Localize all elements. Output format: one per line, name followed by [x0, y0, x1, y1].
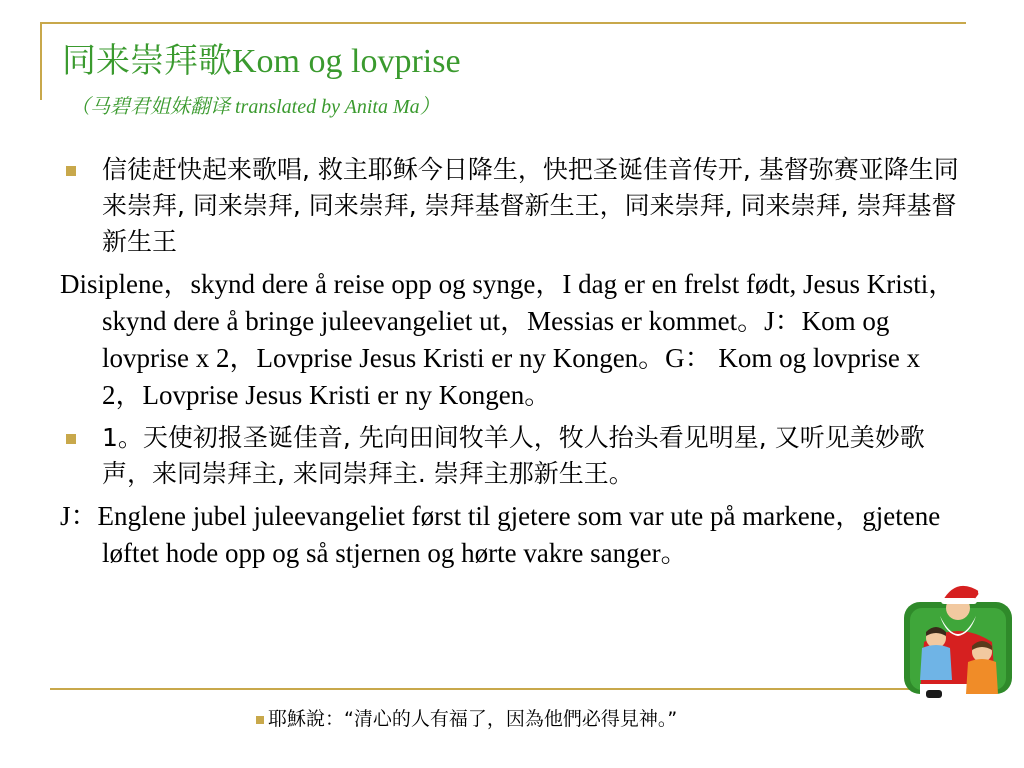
verse-chorus-chinese-text: 信徒赶快起来歌唱, 救主耶稣今日降生，快把圣诞佳音传开, 基督弥赛亚降生同来崇拜, 同来崇拜, 同来崇拜, 崇拜基督新生王，同来崇拜, 同来崇拜, 崇拜基督新生王	[102, 155, 959, 256]
slide-body	[60, 152, 964, 578]
footer-quote-text: 耶穌說：“清心的人有福了，因為他們必得見神。”	[268, 708, 678, 730]
title-cjk: 同来崇拜歌	[62, 41, 232, 81]
slide-title	[62, 42, 461, 81]
bottom-rule	[50, 688, 966, 690]
verse1-chinese-text: 1。天使初报圣诞佳音, 先向田间牧羊人，牧人抬头看见明星, 又听见美妙歌声，来同崇拜主, 来同崇拜主. 崇拜主那新生王。	[102, 423, 925, 488]
verse-chorus-norwegian: Disiplene，skynd dere å reise opp og synge，I dag er en frelst født, Jesus Kristi，skynd dere å bringe juleevangeliet ut，Messias er kommet。J：Kom og lovprise x 2，Lovprise Jesus Kristi er ny Kongen。G： Kom og lovprise x 2，Lovprise Jesus Kristi er ny Kongen。	[60, 269, 956, 410]
footer-quote	[256, 706, 677, 732]
verse-chorus-chinese	[60, 152, 964, 260]
slide-subtitle: （马碧君姐妹翻译 translated by Anita Ma）	[70, 96, 440, 118]
square-bullet-icon	[66, 166, 76, 176]
left-rule	[40, 22, 42, 100]
verse1-norwegian: J：Englene jubel juleevangeliet først til gjetere som var ute på markene，gjetene løftet hode opp og så stjernen og hørte vakre sanger。	[60, 501, 941, 568]
top-rule	[40, 22, 966, 24]
square-bullet-icon	[66, 434, 76, 444]
title-latin: Kom og lovprise	[232, 43, 461, 80]
verse1-chinese	[60, 420, 964, 492]
santa-with-children-icon	[896, 572, 1020, 700]
square-bullet-icon	[256, 716, 264, 724]
